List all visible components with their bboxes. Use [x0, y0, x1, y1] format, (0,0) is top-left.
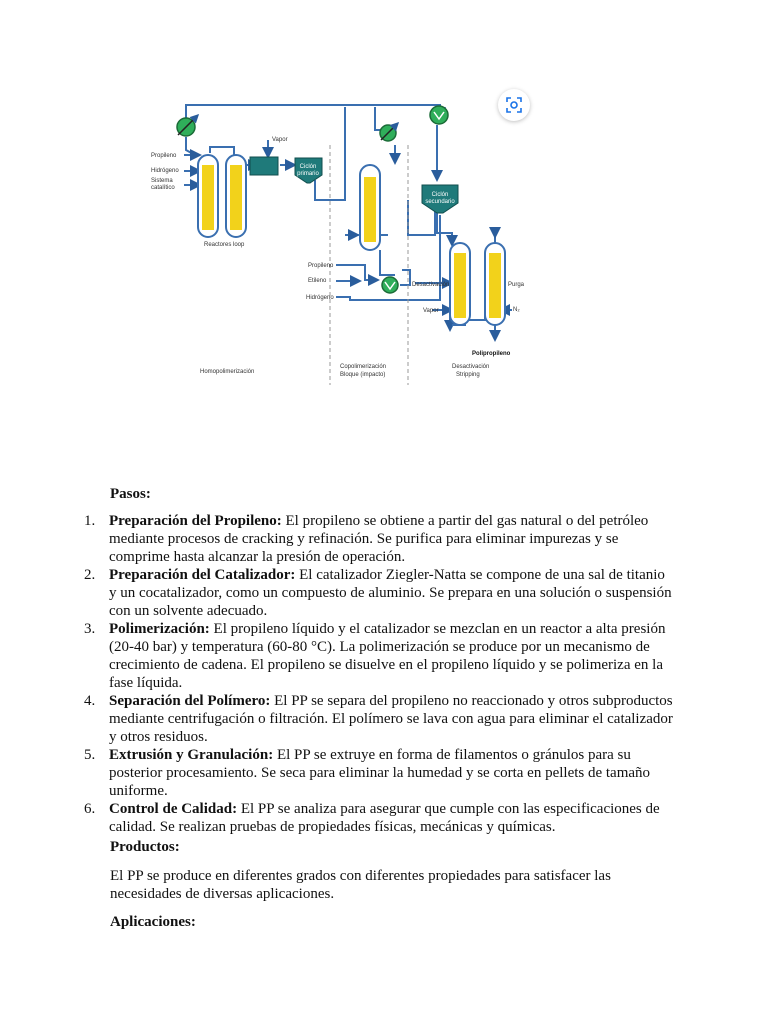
reactor-copolymer	[360, 165, 380, 250]
step-text: El PP se separa del propileno no reaccionado y otros subproductos mediante centrifugación o filtración. El polímero se lava con agua para eliminar el catalizador y otros residuos.	[109, 693, 673, 745]
label-desactivacion-stripping-2: Stripping	[456, 372, 480, 378]
step-title: Preparación del Catalizador:	[109, 567, 296, 583]
step-text: El propileno líquido y el catalizador se mezclan en un reactor a alta presión (20-40 bar) y temperatura (60-80 °C). La polimerización se produce por un mecanismo de crecimiento de cadena. El propileno se disuelve en el propileno líquido y se polimeriza en la fase líquida.	[109, 621, 666, 691]
label-desactivacion-stripping-1: Desactivación	[452, 364, 490, 370]
steps-heading: Pasos:	[110, 486, 151, 502]
label-copolimerizacion-1: Copolimerización	[340, 364, 387, 370]
cyclone-secondary-label-1: Ciclón	[431, 192, 449, 198]
step-item	[84, 566, 674, 620]
step-number: 4.	[84, 693, 96, 709]
step-title: Separación del Polímero:	[109, 693, 271, 709]
step-text: El propileno se obtiene a partir del gas natural o del petróleo mediante procesos de cracking y refinación. Se purifica para eliminar impurezas y se comprime hasta alcanzar la presión de operación.	[109, 513, 649, 565]
products-heading: Productos:	[110, 839, 180, 855]
applications-heading: Aplicaciones:	[110, 914, 196, 930]
step-title: Control de Calidad:	[109, 801, 238, 817]
label-vapor-top: Vapor	[272, 137, 288, 143]
compressor-2	[380, 123, 398, 141]
label-n2: N₂	[513, 307, 520, 313]
step-number: 6.	[84, 801, 96, 817]
step-item	[84, 746, 674, 800]
label-catalitico: catalítico	[151, 185, 175, 191]
label-desactivacion: Desactivación	[412, 282, 450, 288]
reactor-loop-1	[198, 155, 218, 237]
cyclone-primary-label-2: primario	[297, 171, 319, 177]
label-etileno: Etileno	[308, 278, 327, 284]
step-title: Extrusión y Granulación:	[109, 747, 274, 763]
step-title: Preparación del Propileno:	[109, 513, 282, 529]
step-text: El PP se analiza para asegurar que cumple con las especificaciones de calidad. Se realizan pruebas de propiedades físicas, mecánicas y químicas.	[109, 801, 660, 835]
label-propileno: Propileno	[151, 153, 177, 159]
step-number: 2.	[84, 567, 96, 583]
label-reactores-loop: Reactores loop	[204, 242, 245, 248]
pump-4	[382, 277, 398, 293]
compressor-1	[177, 115, 198, 136]
step-item	[84, 800, 674, 836]
step-title: Polimerización:	[109, 621, 210, 637]
step-text: El catalizador Ziegler-Natta se compone de una sal de titanio y un cocatalizador, como un compuesto de aluminio. Se prepara en una solución o suspensión con un solvente adecuado.	[109, 567, 672, 619]
label-purga: Purga	[508, 282, 525, 288]
label-vapor-2: Vapor	[423, 308, 439, 314]
lens-search-icon	[505, 96, 523, 114]
step-item	[84, 620, 674, 692]
column-stripping	[485, 243, 505, 325]
cyclone-secondary	[422, 185, 458, 213]
cyclone-secondary-label-2: secundario	[425, 199, 455, 205]
label-copolimerizacion-2: Bloque (impacto)	[340, 372, 386, 378]
label-polipropileno: Polipropileno	[472, 351, 511, 357]
step-number: 1.	[84, 513, 96, 529]
process-flow-diagram	[140, 85, 540, 385]
label-homopolimerizacion: Homopolimerización	[200, 369, 255, 375]
step-number: 5.	[84, 747, 96, 763]
step-item	[84, 512, 674, 566]
step-number: 3.	[84, 621, 96, 637]
steps-list	[84, 512, 674, 836]
column-deactivation	[450, 243, 470, 325]
step-text: El PP se extruye en forma de filamentos o gránulos para su posterior procesamiento. Se seca para eliminar la humedad y se corta en pellets de tamaño uniforme.	[109, 747, 651, 799]
label-propileno-2: Propileno	[308, 263, 334, 269]
pump-3	[430, 106, 448, 124]
reactor-loop-2	[226, 155, 246, 237]
label-hidrogeno-2: Hidrógeno	[306, 295, 334, 301]
label-hidrogeno: Hidrógeno	[151, 168, 179, 174]
heat-exchanger-box	[250, 157, 278, 175]
lens-search-button[interactable]	[498, 89, 530, 121]
cyclone-primary	[295, 158, 322, 183]
cyclone-primary-label-1: Ciclón	[299, 164, 317, 170]
products-paragraph: El PP se produce en diferentes grados con diferentes propiedades para satisfacer las necesidades de diversas aplicaciones.	[110, 868, 611, 902]
step-item	[84, 692, 674, 746]
label-sistema: Sistema	[151, 178, 173, 184]
